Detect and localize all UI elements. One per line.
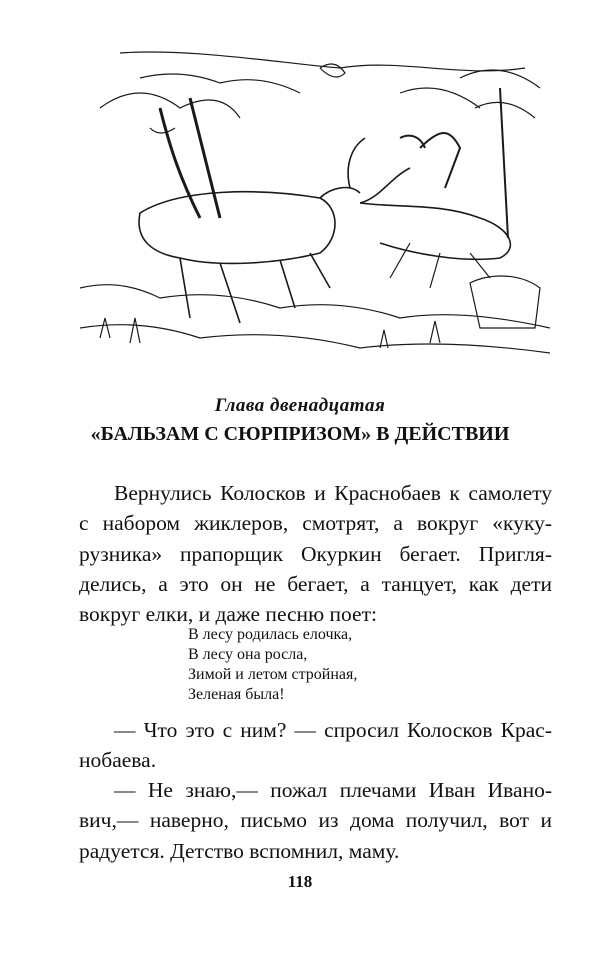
text-line: рузника» прапорщик Окуркин бегает. Пригля- (79, 541, 552, 566)
text-line: с набором жиклеров, смотрят, а вокруг «куку- (79, 511, 552, 536)
text-line: вокруг елки, и даже песню поет: (79, 602, 377, 627)
text-line: Вернулись Колосков и Краснобаев к самолету (114, 481, 552, 505)
chapter-number: Глава двенадцатая (214, 395, 386, 416)
text-line: радуется. Детство вспомнил, маму. (79, 838, 400, 863)
chapter-illustration (80, 38, 550, 368)
page-number: 118 (287, 872, 313, 891)
text-line: — Что это с ним? — спросил Колосков Крас- (114, 718, 552, 742)
poem (188, 625, 357, 705)
poem-line: В лесу родилась елочка, (188, 626, 353, 643)
poem-line: Зеленая была! (188, 686, 285, 703)
text-line: нобаева. (79, 748, 157, 773)
text-line: — Не знаю,— пожал плечами Иван Ивано- (114, 778, 552, 802)
text-line: делись, а это он не бегает, а танцует, как дети (79, 571, 552, 596)
dialogue-1 (79, 715, 552, 776)
text-line: вич,— наверно, письмо из дома получил, вот и (79, 808, 552, 833)
chapter-title: «БАЛЬЗАМ С СЮРПРИЗОМ» В ДЕЙСТВИИ (90, 423, 510, 445)
poem-line: Зимой и летом стройная, (188, 666, 358, 683)
paragraph-1 (79, 478, 552, 629)
dialogue-2 (79, 775, 552, 866)
poem-line: В лесу она росла, (188, 646, 308, 663)
